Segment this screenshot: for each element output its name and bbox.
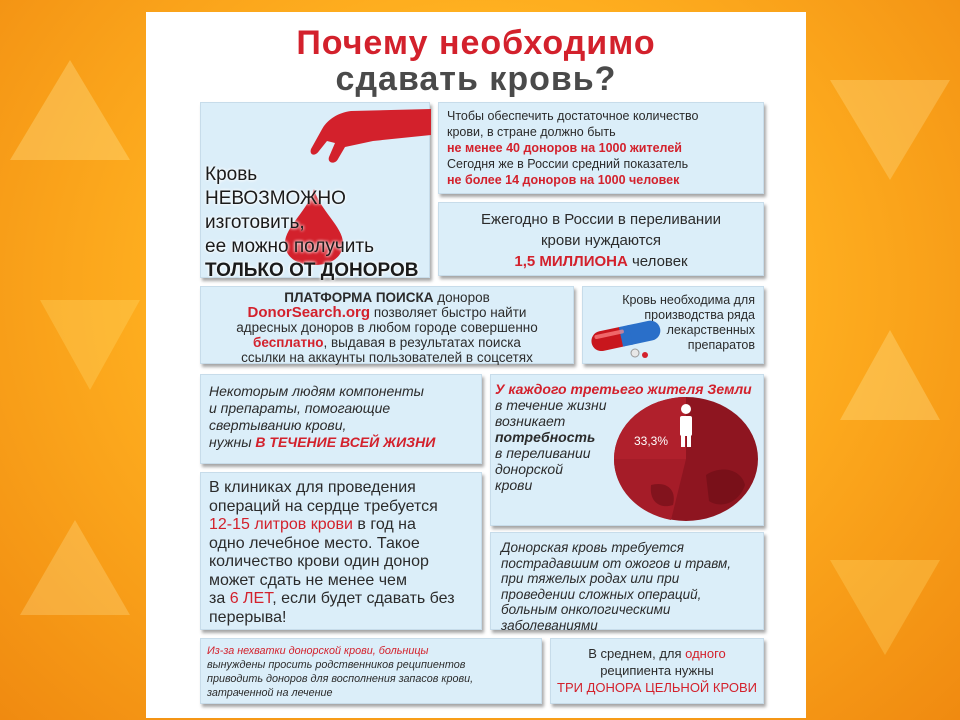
b8-line-7-rest: , если будет сдавать без: [272, 590, 455, 607]
b7-line-5: в переливании: [495, 445, 591, 461]
b6-highlight: В ТЕЧЕНИЕ ВСЕЙ ЖИЗНИ: [255, 434, 436, 450]
b6-line-1: Некоторым людям компоненты: [209, 383, 424, 399]
b10-line-1: Из-за нехватки донорской крови, больницы: [207, 645, 429, 657]
b4-line-4-rest: , выдавая в результатах поиска: [323, 335, 521, 350]
b4-line-1-rest: доноров: [433, 290, 490, 305]
every-third-box: [490, 374, 764, 526]
b5-line-3: лекарственных: [666, 323, 755, 337]
b4-free: бесплатно: [253, 335, 324, 350]
b11-line-3: ТРИ ДОНОРА ЦЕЛЬНОЙ КРОВИ: [557, 680, 757, 695]
b11-line-2: реципиента нужны: [600, 663, 714, 678]
three-donors-box: [550, 638, 764, 704]
b8-line-2: операций на сердце требуется: [209, 497, 438, 515]
b8-line-3-rest: в год на: [352, 516, 416, 533]
recipients-box: [490, 532, 764, 633]
b2-line-4: Сегодня же в России средний показатель: [447, 157, 689, 171]
b10-line-3: приводить доноров для восполнения запасов крови,: [207, 673, 474, 685]
pill-capsule-icon: [585, 313, 675, 359]
b9-line-6: заболеваниями: [501, 617, 598, 633]
b8-line-7-pre: за: [209, 590, 230, 607]
b3-line-1: Ежегодно в России в переливании: [481, 211, 721, 228]
b1-line-3: изготовить,: [205, 212, 305, 233]
b3-highlight: 1,5 МИЛЛИОНА: [514, 253, 628, 270]
b1-line-4: ее можно получить: [205, 236, 375, 257]
b6-line-3: свертыванию крови,: [209, 417, 347, 433]
b4-bold: ПЛАТФОРМА ПОИСКА: [284, 290, 434, 305]
b6-line-2: и препараты, помогающие: [209, 400, 391, 416]
b5-line-4: препаратов: [687, 338, 755, 352]
b7-line-7: крови: [495, 477, 533, 493]
globe-pie-icon: [611, 385, 761, 525]
page-title: [146, 26, 806, 97]
b8-highlight-liters: 12-15 литров крови: [209, 516, 353, 533]
b1-line-2: НЕВОЗМОЖНО: [205, 188, 346, 209]
b5-line-1: Кровь необходима для: [622, 293, 755, 307]
b8-line-5: количество крови один донор: [209, 553, 429, 570]
only-from-donors-box: [200, 102, 430, 281]
b3-line-2: крови нуждаются: [540, 232, 662, 249]
pie-percent-label: 33,3%: [634, 434, 669, 448]
b7-line-4: потребность: [495, 429, 596, 445]
b7-line-2: в течение жизни: [495, 397, 607, 413]
b8-line-4: одно лечебное место. Такое: [209, 534, 420, 552]
b4-line-3: адресных доноров в любом городе совершенно: [236, 320, 538, 335]
b7-line-1: У каждого третьего жителя Земли: [495, 381, 752, 397]
b4-line-5: ссылки на аккаунты пользователей в соцсетях: [241, 350, 533, 365]
b2-line-5: не более 14 доноров на 1000 человек: [447, 173, 680, 187]
b9-line-2: пострадавшим от ожогов и травм,: [501, 555, 731, 571]
drug-production-box: [582, 286, 764, 364]
donorsearch-box: [200, 286, 574, 364]
b7-line-6: донорской: [495, 461, 563, 477]
b7-line-3: возникает: [495, 413, 566, 429]
title-line-1: Почему необходимо: [296, 24, 656, 62]
lifelong-need-box: [200, 374, 482, 464]
b10-line-4: затраченной на лечение: [207, 687, 333, 699]
hospital-shortage-box: [200, 638, 542, 704]
b8-line-1: В клиниках для проведения: [209, 479, 416, 496]
donor-rate-box: [438, 102, 764, 194]
b1-line-5: ТОЛЬКО ОТ ДОНОРОВ: [205, 260, 419, 281]
infographic-sheet: [146, 12, 806, 718]
b5-line-2: производства ряда: [644, 308, 755, 322]
b11-highlight-one: одного: [685, 646, 726, 661]
b9-line-3: при тяжелых родах или при: [501, 571, 680, 586]
b4-line-2-rest: позволяет быстро найти: [370, 305, 527, 320]
donorsearch-link[interactable]: DonorSearch.org: [247, 304, 371, 321]
b2-line-2: крови, в стране должно быть: [447, 125, 616, 139]
b9-line-4: проведении сложных операций,: [501, 586, 702, 602]
b10-line-2: вынуждены просить родственников реципиентов: [207, 659, 466, 671]
b1-line-1: Кровь: [205, 164, 258, 185]
title-line-2: сдавать кровь?: [335, 59, 617, 98]
b8-highlight-years: 6 ЛЕТ: [229, 590, 273, 607]
b8-line-8: перерыва!: [209, 608, 287, 626]
b6-line-4-pre: нужны: [209, 434, 256, 450]
b2-line-1: Чтобы обеспечить достаточное количество: [447, 109, 699, 123]
b9-line-5: больным онкологическими: [501, 602, 671, 617]
b8-line-6: может сдать не менее чем: [209, 571, 407, 589]
annual-need-box: [438, 202, 764, 276]
b9-line-1: Донорская кровь требуется: [501, 540, 684, 555]
b3-line-3-rest: человек: [627, 253, 688, 270]
b2-line-3: не менее 40 доноров на 1000 жителей: [447, 141, 682, 155]
b11-line-1-pre: В среднем, для: [588, 646, 686, 661]
heart-surgery-box: [200, 472, 482, 630]
